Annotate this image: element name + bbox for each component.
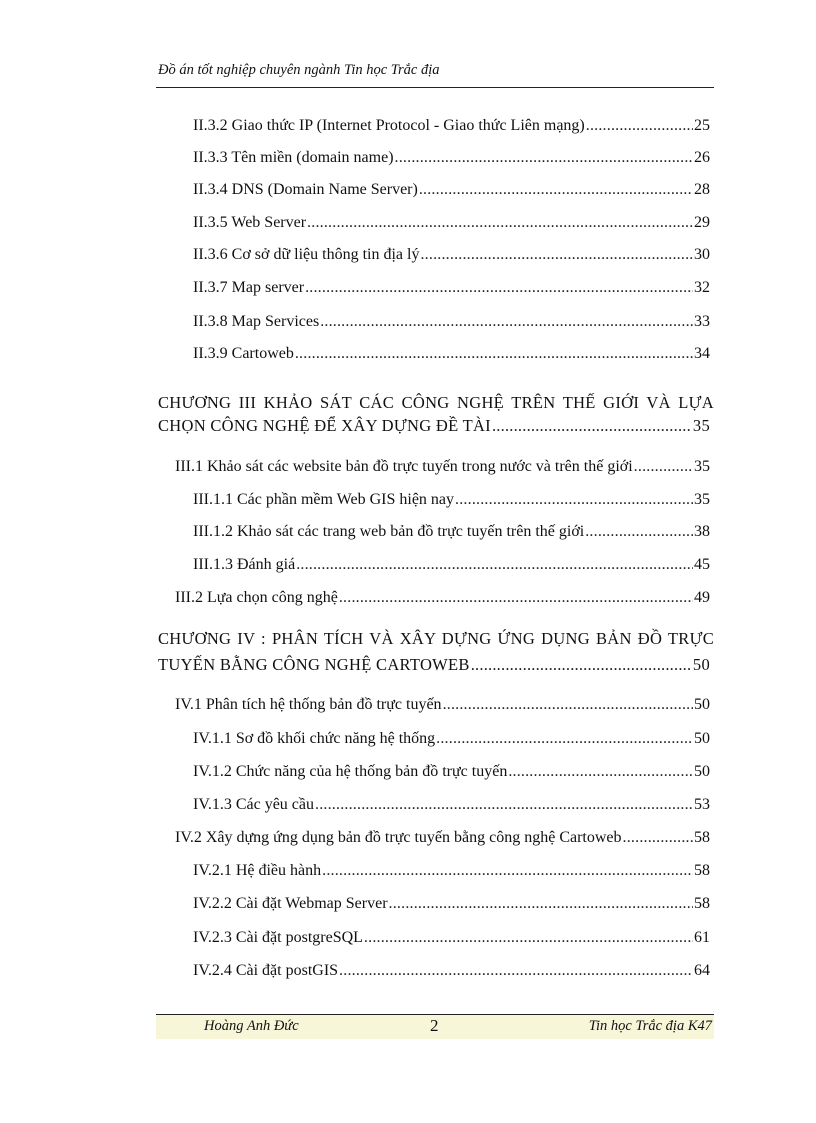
toc-entry[interactable] xyxy=(193,555,710,575)
toc-entry-page: 30 xyxy=(694,246,710,263)
toc-leader xyxy=(508,762,693,782)
toc-entry-title: III.1 Khảo sát các website bản đồ trực tuyến trong nước và trên thế giới xyxy=(175,458,633,475)
toc-entry-title: II.3.6 Cơ sở dữ liệu thông tin địa lý xyxy=(193,246,420,263)
toc-entry[interactable] xyxy=(175,457,710,477)
toc-leader xyxy=(322,861,693,881)
toc-entry-page: 45 xyxy=(694,556,710,573)
toc-leader xyxy=(443,695,693,715)
toc-entry-page: 50 xyxy=(694,696,710,713)
toc-leader xyxy=(339,961,693,981)
toc-entry-page: 64 xyxy=(694,962,710,979)
toc-entry-page: 32 xyxy=(694,279,710,296)
toc-entry-title: IV.2 Xây dựng ứng dụng bản đồ trực tuyến bằng công nghệ Cartoweb xyxy=(175,829,622,846)
toc-entry-title: IV.1.3 Các yêu cầu xyxy=(193,796,314,813)
footer-author: Hoàng Anh Đức xyxy=(204,1018,299,1034)
toc-entry[interactable] xyxy=(193,116,710,136)
toc-entry-title: IV.1.1 Sơ đồ khối chức năng hệ thống xyxy=(193,730,436,747)
toc-entry-page: 35 xyxy=(694,491,710,508)
toc-entry-page: 50 xyxy=(694,730,710,747)
toc-entry[interactable] xyxy=(193,961,710,981)
toc-entry[interactable] xyxy=(193,245,710,265)
toc-entry[interactable] xyxy=(193,148,710,168)
toc-entry-title: II.3.3 Tên miền (domain name) xyxy=(193,149,394,166)
toc-leader xyxy=(320,312,693,332)
toc-leader xyxy=(585,522,693,542)
toc-leader xyxy=(623,828,693,848)
toc-entry-title: II.3.4 DNS (Domain Name Server) xyxy=(193,181,418,198)
toc-leader xyxy=(305,278,693,298)
toc-entry-page: 28 xyxy=(694,181,710,198)
toc-entry[interactable] xyxy=(193,928,710,948)
toc-entry-page: 34 xyxy=(694,345,710,362)
toc-entry-page: 49 xyxy=(694,589,710,606)
chapter-heading-line1[interactable]: CHƯƠNG III KHẢO SÁT CÁC CÔNG NGHỆ TRÊN THẾ GIỚI VÀ LỰA xyxy=(158,393,714,412)
toc-entry-page: 33 xyxy=(694,313,710,330)
toc-entry-page: 26 xyxy=(694,149,710,166)
toc-entry-page: 38 xyxy=(694,523,710,540)
toc-entry-title: II.3.9 Cartoweb xyxy=(193,345,294,362)
toc-entry[interactable] xyxy=(193,213,710,233)
chapter-heading-line1[interactable]: CHƯƠNG IV : PHÂN TÍCH VÀ XÂY DỰNG ỨNG DỤNG BẢN ĐỒ TRỰC xyxy=(158,629,714,648)
toc-entry-title: III.1.1 Các phần mềm Web GIS hiện nay xyxy=(193,491,455,508)
chapter-heading-entry[interactable] xyxy=(158,655,710,675)
toc-leader xyxy=(395,148,693,168)
toc-entry-page: 29 xyxy=(694,214,710,231)
toc-entry-page: 53 xyxy=(694,796,710,813)
footer-class: Tin học Trắc địa K47 xyxy=(588,1018,712,1034)
page-footer xyxy=(156,1014,714,1039)
toc-entry[interactable] xyxy=(193,762,710,782)
toc-entry-title: TUYẾN BẰNG CÔNG NGHỆ CARTOWEB xyxy=(158,655,470,674)
header-rule xyxy=(156,87,714,88)
toc-entry-title: III.1.2 Khảo sát các trang web bản đồ trực tuyến trên thế giới xyxy=(193,523,585,540)
toc-entry[interactable] xyxy=(193,180,710,200)
toc-entry-title: II.3.5 Web Server xyxy=(193,214,307,231)
toc-entry[interactable] xyxy=(193,312,710,332)
toc-leader xyxy=(389,894,693,914)
toc-entry-title: II.3.7 Map server xyxy=(193,279,305,296)
toc-entry-page: 35 xyxy=(692,416,710,435)
toc-entry-title: II.3.8 Map Services xyxy=(193,313,320,330)
toc-leader xyxy=(419,180,693,200)
toc-entry-page: 58 xyxy=(694,862,710,879)
toc-entry-title: IV.2.4 Cài đặt postGIS xyxy=(193,962,339,979)
toc-entry[interactable] xyxy=(193,344,710,364)
toc-leader xyxy=(634,457,693,477)
toc-entry-title: IV.2.3 Cài đặt postgreSQL xyxy=(193,929,363,946)
toc-entry[interactable] xyxy=(175,828,710,848)
toc-leader xyxy=(436,729,693,749)
toc-entry-title: CHỌN CÔNG NGHỆ ĐỂ XÂY DỰNG ĐỀ TÀI xyxy=(158,416,491,435)
chapter-heading-entry[interactable] xyxy=(158,416,710,436)
toc-entry[interactable] xyxy=(193,490,710,510)
toc-entry[interactable] xyxy=(193,729,710,749)
toc-entry-title: II.3.2 Giao thức IP (Internet Protocol - Giao thức Liên mạng) xyxy=(193,117,585,134)
toc-entry-title: III.2 Lựa chọn công nghệ xyxy=(175,589,338,606)
toc-leader xyxy=(586,116,693,136)
toc-entry-page: 58 xyxy=(694,895,710,912)
toc-entry[interactable] xyxy=(193,522,710,542)
toc-leader xyxy=(420,245,693,265)
toc-entry-page: 50 xyxy=(694,763,710,780)
toc-leader xyxy=(296,555,693,575)
toc-entry-page: 61 xyxy=(694,929,710,946)
toc-entry-page: 35 xyxy=(694,458,710,475)
toc-entry[interactable] xyxy=(193,894,710,914)
toc-leader xyxy=(315,795,693,815)
toc-leader xyxy=(339,588,693,608)
toc-entry-title: III.1.3 Đánh giá xyxy=(193,556,296,573)
toc-entry-page: 58 xyxy=(694,829,710,846)
toc-leader xyxy=(471,655,692,675)
toc-entry-page: 50 xyxy=(692,655,710,674)
toc-entry-title: IV.1 Phân tích hệ thống bản đồ trực tuyến xyxy=(175,696,442,713)
toc-entry-title: IV.2.1 Hệ điều hành xyxy=(193,862,322,879)
toc-entry[interactable] xyxy=(193,795,710,815)
toc-entry[interactable] xyxy=(193,861,710,881)
toc-leader xyxy=(307,213,693,233)
toc-entry[interactable] xyxy=(175,588,710,608)
toc-entry[interactable] xyxy=(193,278,710,298)
toc-leader xyxy=(364,928,693,948)
toc-entry-page: 25 xyxy=(694,117,710,134)
toc-leader xyxy=(295,344,693,364)
toc-leader xyxy=(492,416,692,436)
toc-entry[interactable] xyxy=(175,695,710,715)
toc-entry-title: IV.1.2 Chức năng của hệ thống bản đồ trực tuyến xyxy=(193,763,508,780)
toc-leader xyxy=(455,490,693,510)
page-header: Đồ án tốt nghiệp chuyên ngành Tin học Trắc địa xyxy=(158,62,440,78)
toc-entry-title: IV.2.2 Cài đặt Webmap Server xyxy=(193,895,388,912)
footer-page-number: 2 xyxy=(430,1016,439,1035)
